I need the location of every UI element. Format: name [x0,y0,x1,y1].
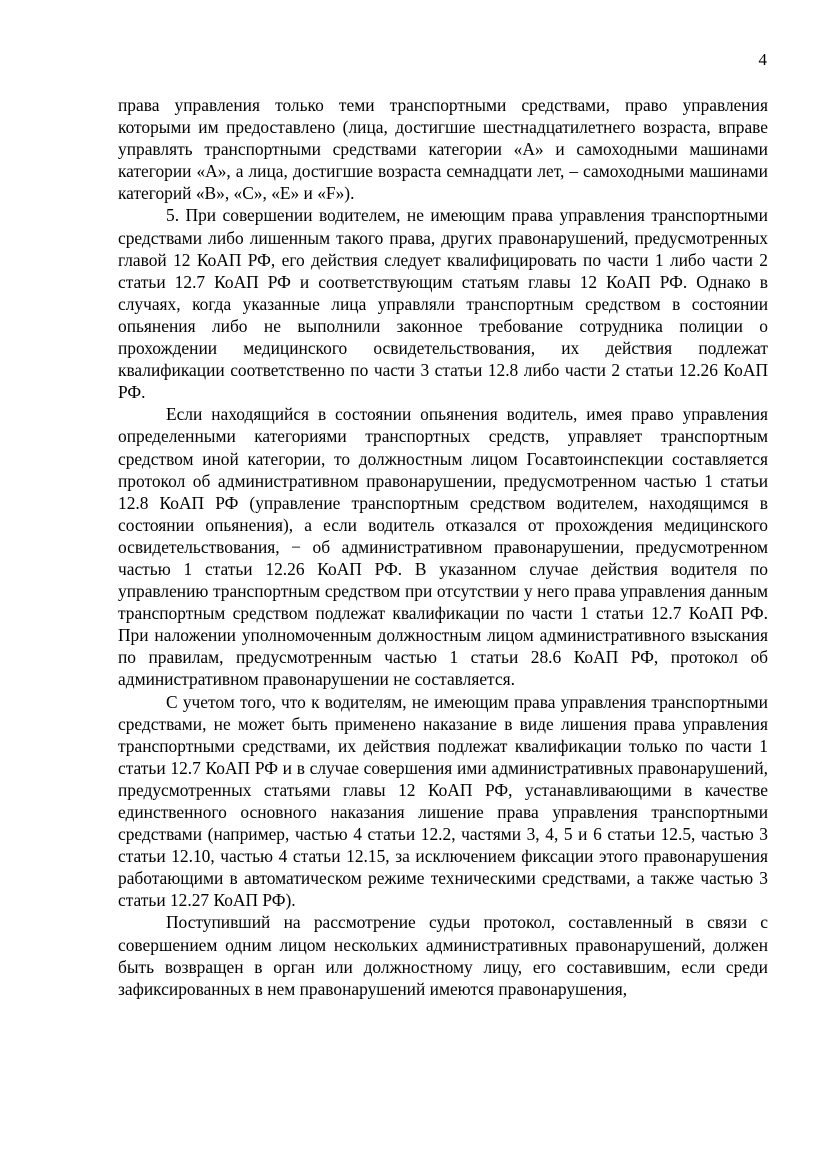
page-number: 4 [758,50,767,69]
paragraph-item-5: 5. При совершении водителем, не имеющим права управления транспортными средствами либо лишенным такого права, других правонарушений, предусмотренных главой 12 КоАП РФ, его действия следует квалифицировать по части 1 либо части 2 статьи 12.7 КоАП РФ и соответствующим статьям главы 12 КоАП РФ. Однако в случаях, когда указанные лица управляли транспортным средством в состоянии опьянения либо не выполнили законное требование сотрудника полиции о прохождении медицинского освидетельствования, их действия подлежат квалификации соответственно по части 3 статьи 12.8 либо части 2 статьи 12.26 КоАП РФ. [118,205,768,403]
paragraph-intoxicated-driver: Если находящийся в состоянии опьянения водитель, имея право управления определенными категориями транспортных средств, управляет транспортным средством иной категории, то должностным лицом Госавтоинспекции составляется протокол об административном правонарушении, предусмотренном частью 1 статьи 12.8 КоАП РФ (управление транспортным средством водителем, находящимся в состоянии опьянения), а если водитель отказался от прохождения медицинского освидетельствования, − об административном правонарушении, предусмотренном частью 1 статьи 12.26 КоАП РФ. В указанном случае действия водителя по управлению транспортным средством при отсутствии у него права управления данным транспортным средством подлежат квалификации по части 1 статьи 12.7 КоАП РФ. При наложении уполномоченным должностным лицом административного взыскания по правилам, предусмотренным частью 1 статьи 28.6 КоАП РФ, протокол об административном правонарушении не составляется. [118,404,768,690]
paragraph-no-license-penalty: С учетом того, что к водителям, не имеющим права управления транспортными средствами, не может быть применено наказание в виде лишения права управления транспортными средствами, их действия подлежат квалификации только по части 1 статьи 12.7 КоАП РФ и в случае совершения ими административных правонарушений, предусмотренных статьями главы 12 КоАП РФ, устанавливающими в качестве единственного основного наказания лишение права управления транспортными средствами (например, частью 4 статьи 12.2, частями 3, 4, 5 и 6 статьи 12.5, частью 3 статьи 12.10, частью 4 статьи 12.15, за исключением фиксации этого правонарушения работающими в автоматическом режиме техническими средствами, а также частью 3 статьи 12.27 КоАП РФ). [118,691,768,911]
document-body [118,94,768,1000]
paragraph-continuation: права управления только теми транспортными средствами, право управления которыми им предоставлено (лица, достигшие шестнадцатилетнего возраста, вправе управлять транспортными средствами категории «А» и самоходными машинами категории «А», а лица, достигшие возраста семнадцати лет, – самоходными машинами категорий «B», «C», «E» и «F»). [118,95,768,204]
paragraph-protocol-return: Поступивший на рассмотрение судьи протокол, составленный в связи с совершением одним лицом нескольких административных правонарушений, должен быть возвращен в орган или должностному лицу, его составившим, если среди зафиксированных в нем правонарушений имеются правонарушения, [118,912,768,999]
